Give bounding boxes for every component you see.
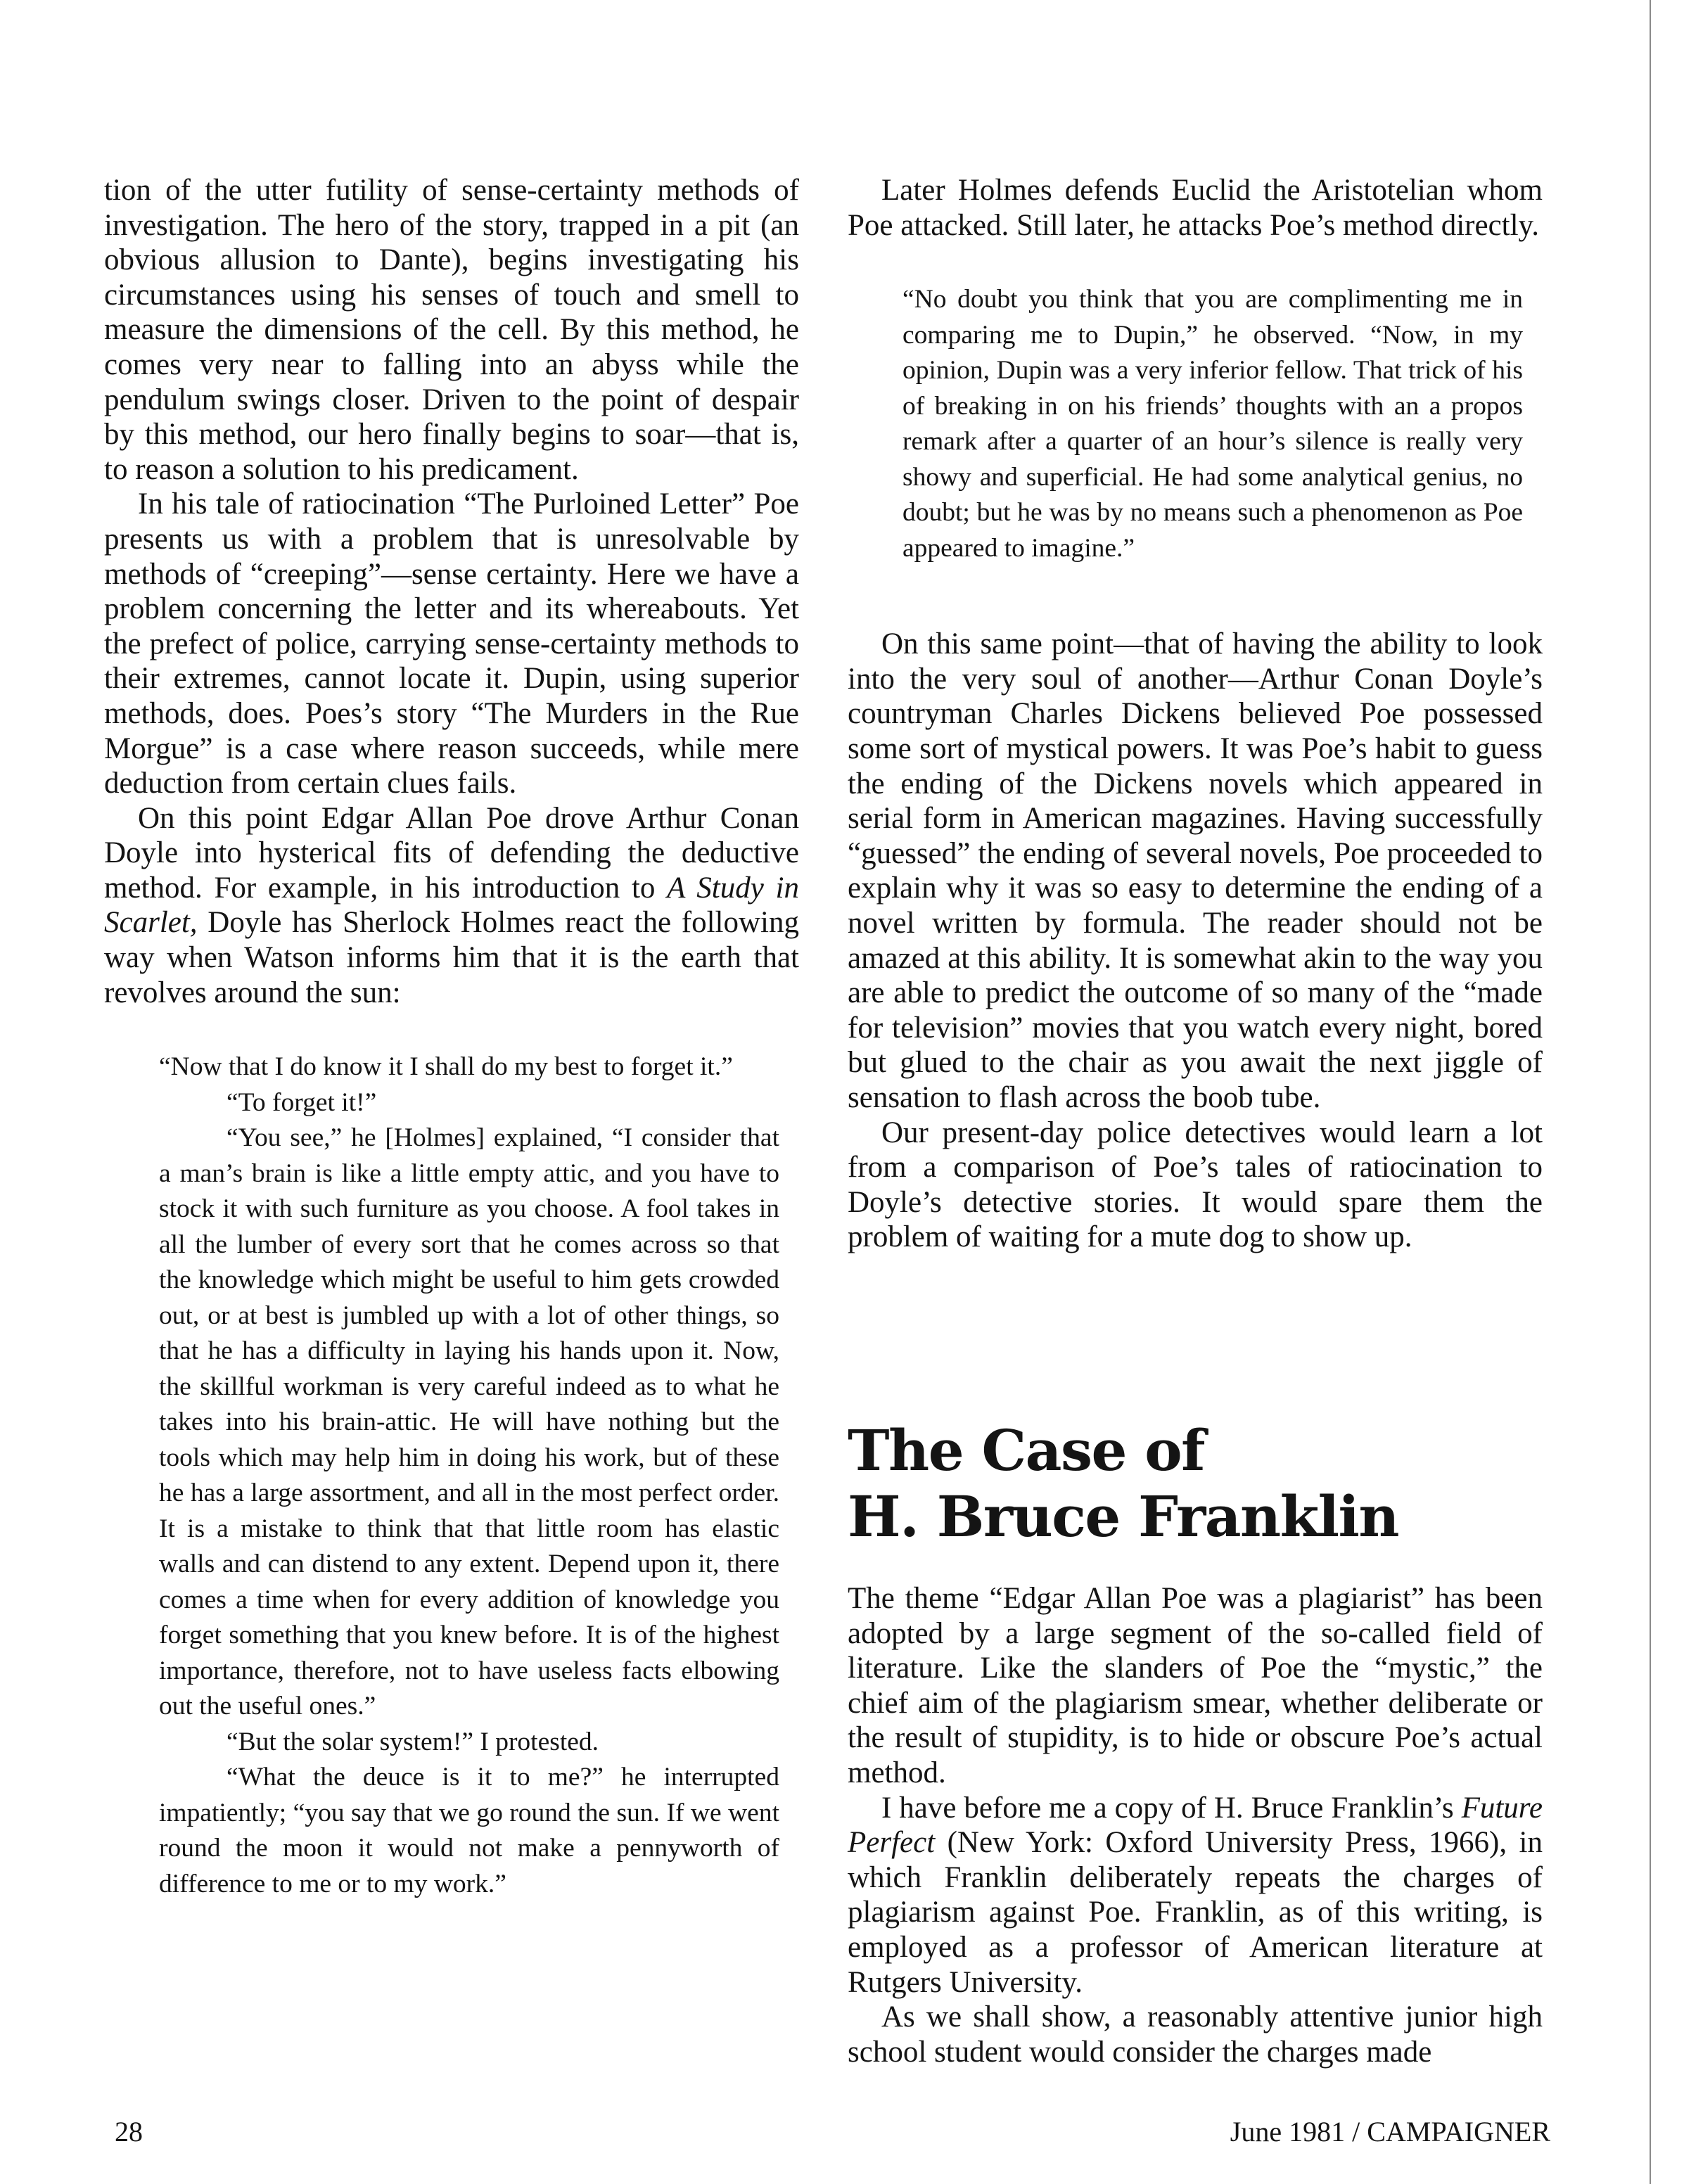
quote-paragraph: “To forget it!”: [227, 1087, 377, 1117]
body-paragraph: Later Holmes defends Euclid the Aristotelian whom Poe attacked. Still later, he attacks Poe’s method directly.: [848, 174, 1543, 242]
body-paragraph: The theme “Edgar Allan Poe was a plagiarist” has been adopted by a large segment of the so-called field of literature. Like the slanders of Poe the “mystic,” the chief aim of the plagiarism smear, whether deliberate or the result of stupidity, is to hide or obscure Poe’s actual method.: [848, 1582, 1543, 1789]
spacer: [104, 1010, 799, 1049]
body-paragraph: Our present-day police detectives would learn a lot from a comparison of Poe’s tales of ratiocination to Doyle’s detective stories. It would spare them the problem of waiting for a mute dog to show up.: [848, 1116, 1543, 1254]
left-column: [104, 173, 799, 1902]
section-heading: [848, 1417, 1543, 1550]
right-column: [848, 173, 1543, 1255]
block-quote: [159, 1049, 779, 1902]
quote-paragraph: “What the deuce is it to me?” he interrupted impatiently; “you say that we go round the sun. If we went round the moon it would not make a pennyworth of difference to me or to my work.”: [159, 1763, 779, 1898]
quote-paragraph: “Now that I do know it I shall do my best to forget it.”: [159, 1052, 733, 1082]
book-title: Future Perfect: [848, 1791, 1543, 1860]
paragraph-text: I have before me a copy of H. Bruce Franklin’s: [881, 1791, 1462, 1825]
block-quote: [902, 282, 1523, 566]
body-paragraph: On this same point—that of having the ability to look into the very soul of another—Arthur Conan Doyle’s countryman Charles Dickens believed Poe possessed some sort of mystical powers. It was Poe’s habit to guess the ending of the Dickens novels which appeared in serial form in American magazines. Having successfully “guessed” the ending of several novels, Poe proceeded to explain why it was so easy to determine the ending of a novel written by formula. The reader should not be amazed at this ability. It is somewhat akin to the way you are able to predict the outcome of so many of the “made for television” movies that you watch every night, bored but glued to the chair as you await the next jiggle of sensation to flash across the boob tube.: [848, 627, 1543, 1114]
body-paragraph: In his tale of ratiocination “The Purloined Letter” Poe presents us with a problem that is unresolvable by methods of “creeping”—sense certainty. Here we have a problem concerning the letter and its whereabouts. Yet the prefect of police, carrying sense-certainty methods to their extremes, cannot locate it. Dupin, using superior methods, does. Poes’s story “The Murders in the Rue Morgue” is a case where reason succeeds, while mere deduction from certain clues fails.: [104, 487, 799, 800]
page-number: 28: [115, 2116, 143, 2147]
paragraph-text: Doyle has Sherlock Holmes react the following way when Watson informs him that it is the earth that revolves around the sun:: [104, 906, 799, 1009]
body-paragraph: [104, 801, 799, 1011]
quote-paragraph: “You see,” he [Holmes] explained, “I consider that a man’s brain is like a little empty attic, and you have to stock it with such furniture as you choose. A fool takes in all the lumber of every sort that he comes across so that the knowledge which might be useful to him gets crowded out, or at best is jumbled up with a lot of other things, so that he has a difficulty in laying his hands upon it. Now, the skillful workman is very careful indeed as to what he takes into his brain-attic. He will have nothing but the tools which may help him in doing his work, but of these he has a large assortment, and all in the most perfect order. It is a mistake to think that that little room has elastic walls and can distend to any extent. Depend upon it, there comes a time when for every addition of knowledge you forget something that you knew before. It is of the highest importance, therefore, not to have useless facts elbowing out the useful ones.”: [159, 1123, 779, 1721]
body-paragraph: tion of the utter futility of sense-certainty methods of investigation. The hero of the story, trapped in a pit (an obvious allusion to Dante), begins investigating his circumstances using his senses of touch and smell to measure the dimensions of the cell. By this method, he comes very near to falling into an abyss while the pendulum swings closer. Driven to the point of despair by this method, our hero finally begins to soar—that is, to reason a solution to his predicament.: [104, 174, 799, 486]
quote-paragraph: “But the solar system!” I protested.: [227, 1727, 599, 1756]
body-paragraph: As we shall show, a reasonably attentive junior high school student would consider the charges made: [848, 2000, 1543, 2069]
spacer: [848, 566, 1543, 627]
quote-paragraph: “No doubt you think that you are complimenting me in comparing me to Dupin,” he observed. “Now, in my opinion, Dupin was a very inferior fellow. That trick of his of breaking in on his friends’ thoughts with an a propos remark after a quarter of an hour’s silence is really very showy and superficial. He had some analytical genius, no doubt; but he was by no means such a phenomenon as Poe appeared to imagine.”: [902, 285, 1523, 563]
page-edge-divider: [1650, 0, 1651, 2184]
body-paragraph: [848, 1791, 1543, 2000]
heading-line: H. Bruce Franklin: [848, 1483, 1399, 1550]
book-title: A Study in Scarlet,: [104, 871, 799, 940]
paragraph-text: On this point Edgar Allan Poe drove Arthur Conan Doyle into hysterical fits of defending the deductive method. For example, in his introduction to: [104, 801, 799, 905]
paragraph-text: (New York: Oxford University Press, 1966), in which Franklin deliberately repeats the charges of plagiarism against Poe. Franklin, as of this writing, is employed as a professor of American literature at Rutgers University.: [848, 1826, 1543, 1999]
section-body: [848, 1581, 1543, 2069]
issue-footer: June 1981 / CAMPAIGNER: [1230, 2116, 1550, 2147]
heading-line: The Case of: [848, 1417, 1205, 1483]
spacer: [848, 243, 1543, 282]
